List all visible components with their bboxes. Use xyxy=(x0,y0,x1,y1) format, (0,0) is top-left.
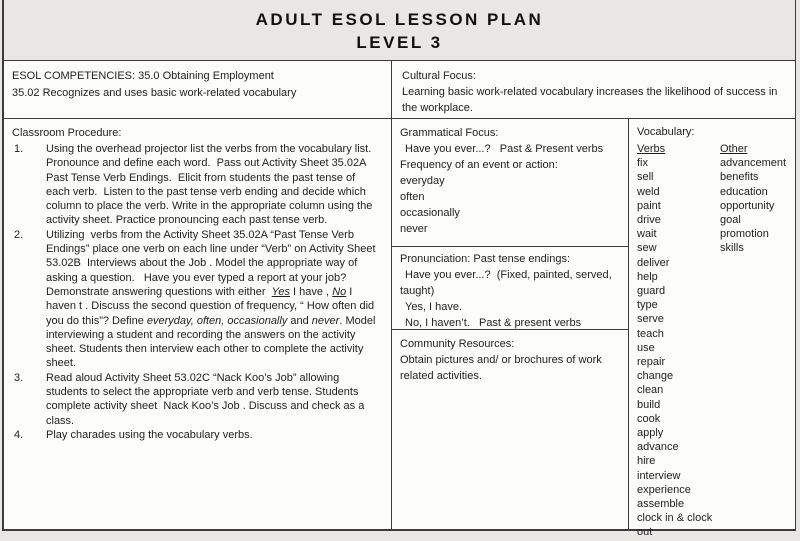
verbs-column-header: Verbs xyxy=(637,143,666,155)
pronunciation-heading: Pronunciation: Past tense endings: xyxy=(400,253,571,265)
classroom-procedure-cell xyxy=(4,119,392,529)
vocabulary-verbs-column xyxy=(637,142,720,540)
other-item: goal xyxy=(720,214,741,227)
procedure-step-4-number: 4. xyxy=(14,428,24,441)
verbs-list xyxy=(637,156,720,539)
verb-item: assemble xyxy=(637,498,685,511)
cultural-focus-heading: Cultural Focus: xyxy=(402,70,476,82)
procedure-step-2 xyxy=(4,228,391,371)
verb-item: experience xyxy=(637,483,691,496)
frequency-word: everyday xyxy=(400,175,445,187)
vocabulary-heading: Vocabulary: xyxy=(637,126,695,138)
procedure-step-2-text: Utilizing verbs from the Activity Sheet 35.02A “Past Tense Verb Endings” place one verb on each line under “Verb” on Activity Sheet 53.02B Interviews about the Job . Model the appropriate way of asking a question. Have you ever typed a report at your job? Demonstrate answering questions with either Yes I have , No I haven t . Discuss the second question of frequency, “ How often did you do this”? Define everyday, often, occasionally and never. Model interviewing a student and recording the answers on the activity sheet. Students then interview each other to complete the activity sheet. xyxy=(46,228,379,370)
competencies-line2: 35.02 Recognizes and uses basic work-related vocabulary xyxy=(12,87,297,99)
verb-item: teach xyxy=(637,327,664,340)
verb-item: deliver xyxy=(637,256,670,269)
verb-item: weld xyxy=(637,185,660,198)
community-resources-body: Obtain pictures and/ or brochures of work related activities. xyxy=(400,354,605,382)
classroom-procedure-heading: Classroom Procedure: xyxy=(12,127,122,139)
pronunciation-cell xyxy=(392,247,628,330)
pronunciation-line3: No, I haven’t. Past & present verbs xyxy=(405,317,582,329)
verb-item: build xyxy=(637,398,661,411)
verb-item: fix xyxy=(637,157,648,170)
frequency-word: often xyxy=(400,191,425,203)
grammatical-focus-cell xyxy=(392,119,628,247)
other-item: advancement xyxy=(720,157,787,170)
frequency-word-list xyxy=(400,173,620,237)
verb-item: sell xyxy=(637,171,654,184)
procedure-step-4 xyxy=(4,428,391,442)
verb-item: clean xyxy=(637,384,664,397)
procedure-step-4-text: Play charades using the vocabulary verbs. xyxy=(46,428,253,441)
procedure-step-3-text: Read aloud Activity Sheet 53.02C “Nack Koo’s Job” allowing students to select the appropriate verb and verb tense. Students complete activity sheet Nack Koo’s Job . Discuss and check as a class. xyxy=(46,371,368,427)
procedure-step-3 xyxy=(4,371,391,428)
verb-item: hire xyxy=(637,455,656,468)
other-item: skills xyxy=(720,242,744,255)
verb-item: change xyxy=(637,370,674,383)
verb-item: advance xyxy=(637,441,679,454)
lesson-plan-table xyxy=(2,0,796,539)
grammatical-focus-line2: Frequency of an event or action: xyxy=(400,159,558,171)
verb-item: help xyxy=(637,270,658,283)
focus-column xyxy=(392,119,629,529)
esol-competencies-cell xyxy=(4,61,392,118)
competencies-line1: ESOL COMPETENCIES: 35.0 Obtaining Employment xyxy=(12,70,274,82)
verb-item: repair xyxy=(637,356,666,369)
document-header xyxy=(4,0,795,61)
main-content-row xyxy=(4,119,795,539)
procedure-step-1 xyxy=(4,142,391,228)
other-column-header: Other xyxy=(720,143,748,155)
frequency-word: never xyxy=(400,223,428,235)
cultural-focus-cell xyxy=(392,61,795,118)
verb-item: paint xyxy=(637,199,661,212)
verb-item: guard xyxy=(637,285,666,298)
verb-item: interview xyxy=(637,469,681,482)
other-item: benefits xyxy=(720,171,759,184)
competencies-row xyxy=(4,61,795,119)
procedure-step-1-number: 1. xyxy=(14,143,24,155)
vocabulary-other-column xyxy=(720,142,791,540)
other-list xyxy=(720,156,791,255)
vocabulary-cell xyxy=(629,119,795,539)
procedure-step-1-text: Using the overhead projector list the verbs from the vocabulary list. Pronounce and define each word. Pass out Activity Sheet 35.02A Past Tense Verb Endings. Elicit from students the past tense of each verb. Listen to the past tense verb ending and decide which column to place the verb. Write in the appropriate column using the activity sheet. Practice pronouncing each past tense verb. xyxy=(46,143,376,227)
verb-item: serve xyxy=(637,313,664,326)
document-title-line2: LEVEL 3 xyxy=(356,33,443,52)
cultural-focus-body: Learning basic work-related vocabulary increases the likelihood of success in the workplace. xyxy=(402,86,781,114)
grammatical-focus-line1: Have you ever...? Past & Present verbs xyxy=(405,143,604,155)
frequency-word: occasionally xyxy=(400,207,460,219)
verb-item: clock in & clock out xyxy=(637,512,713,539)
verb-item: apply xyxy=(637,427,664,440)
verb-item: wait xyxy=(637,228,657,241)
pronunciation-line1: Have you ever...? (Fixed, painted, served, taught) xyxy=(400,269,615,297)
verb-item: sew xyxy=(637,242,657,255)
community-resources-cell xyxy=(392,330,628,529)
grammatical-focus-heading: Grammatical Focus: xyxy=(400,127,499,139)
verb-item: use xyxy=(637,341,655,354)
verb-item: cook xyxy=(637,412,661,425)
procedure-step-2-number: 2. xyxy=(14,228,24,241)
document-title-line1: ADULT ESOL LESSON PLAN xyxy=(255,10,544,29)
community-resources-heading: Community Resources: xyxy=(400,338,515,350)
verb-item: drive xyxy=(637,214,661,227)
other-item: promotion xyxy=(720,228,769,241)
pronunciation-line2: Yes, I have. xyxy=(405,301,463,313)
other-item: education xyxy=(720,185,768,198)
procedure-step-3-number: 3. xyxy=(14,371,24,384)
other-item: opportunity xyxy=(720,199,775,212)
verb-item: type xyxy=(637,299,658,312)
vocabulary-columns xyxy=(637,142,791,540)
